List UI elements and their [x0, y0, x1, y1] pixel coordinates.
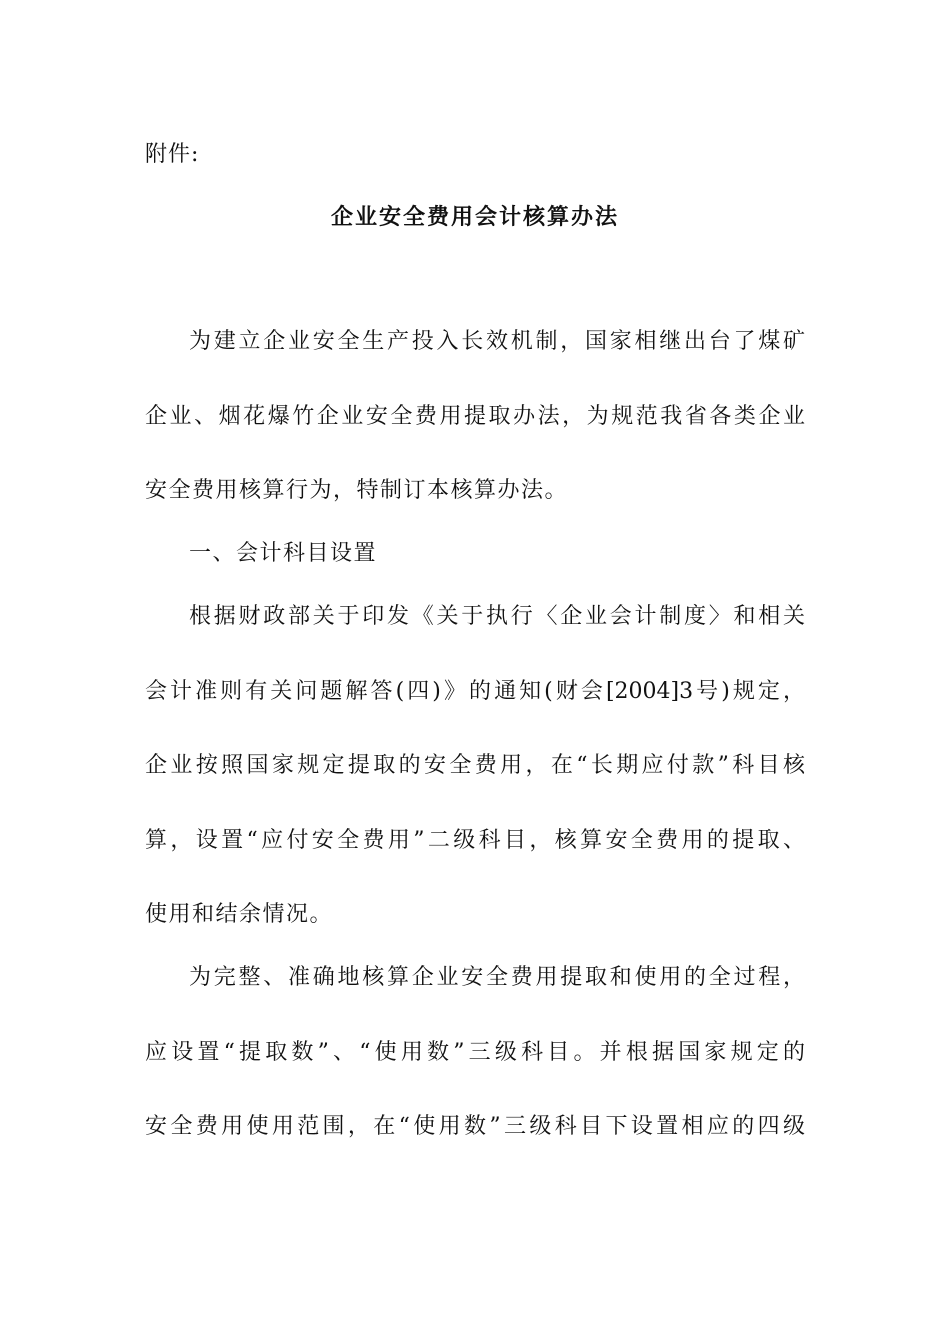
paragraph-line: 根据财政部关于印发《关于执行〈企业会计制度〉和相关: [189, 604, 805, 629]
paragraph-line: 安全费用使用范围，在“使用数”三级科目下设置相应的四级: [145, 1114, 805, 1139]
paragraph-line: 为完整、准确地核算企业安全费用提取和使用的全过程，: [189, 965, 805, 990]
paragraph-line: 安全费用核算行为，特制订本核算办法。: [145, 478, 569, 503]
attachment-label: 附件:: [145, 142, 200, 167]
paragraph-line: 企业按照国家规定提取的安全费用，在“长期应付款”科目核: [145, 753, 805, 778]
paragraph-line: 应设置“提取数”、“使用数”三级科目。并根据国家规定的: [145, 1040, 805, 1065]
paragraph-line: 为建立企业安全生产投入长效机制，国家相继出台了煤矿: [189, 329, 805, 354]
section-heading: 一、会计科目设置: [189, 541, 378, 566]
paragraph-line: 会计准则有关问题解答(四)》的通知(财会[2004]3号)规定，: [145, 679, 805, 704]
paragraph-line: 算，设置“应付安全费用”二级科目，核算安全费用的提取、: [145, 828, 805, 853]
paragraph-line: 企业、烟花爆竹企业安全费用提取办法，为规范我省各类企业: [145, 404, 805, 429]
document-title: 企业安全费用会计核算办法: [330, 204, 619, 230]
paragraph-line: 使用和结余情况。: [145, 902, 334, 927]
